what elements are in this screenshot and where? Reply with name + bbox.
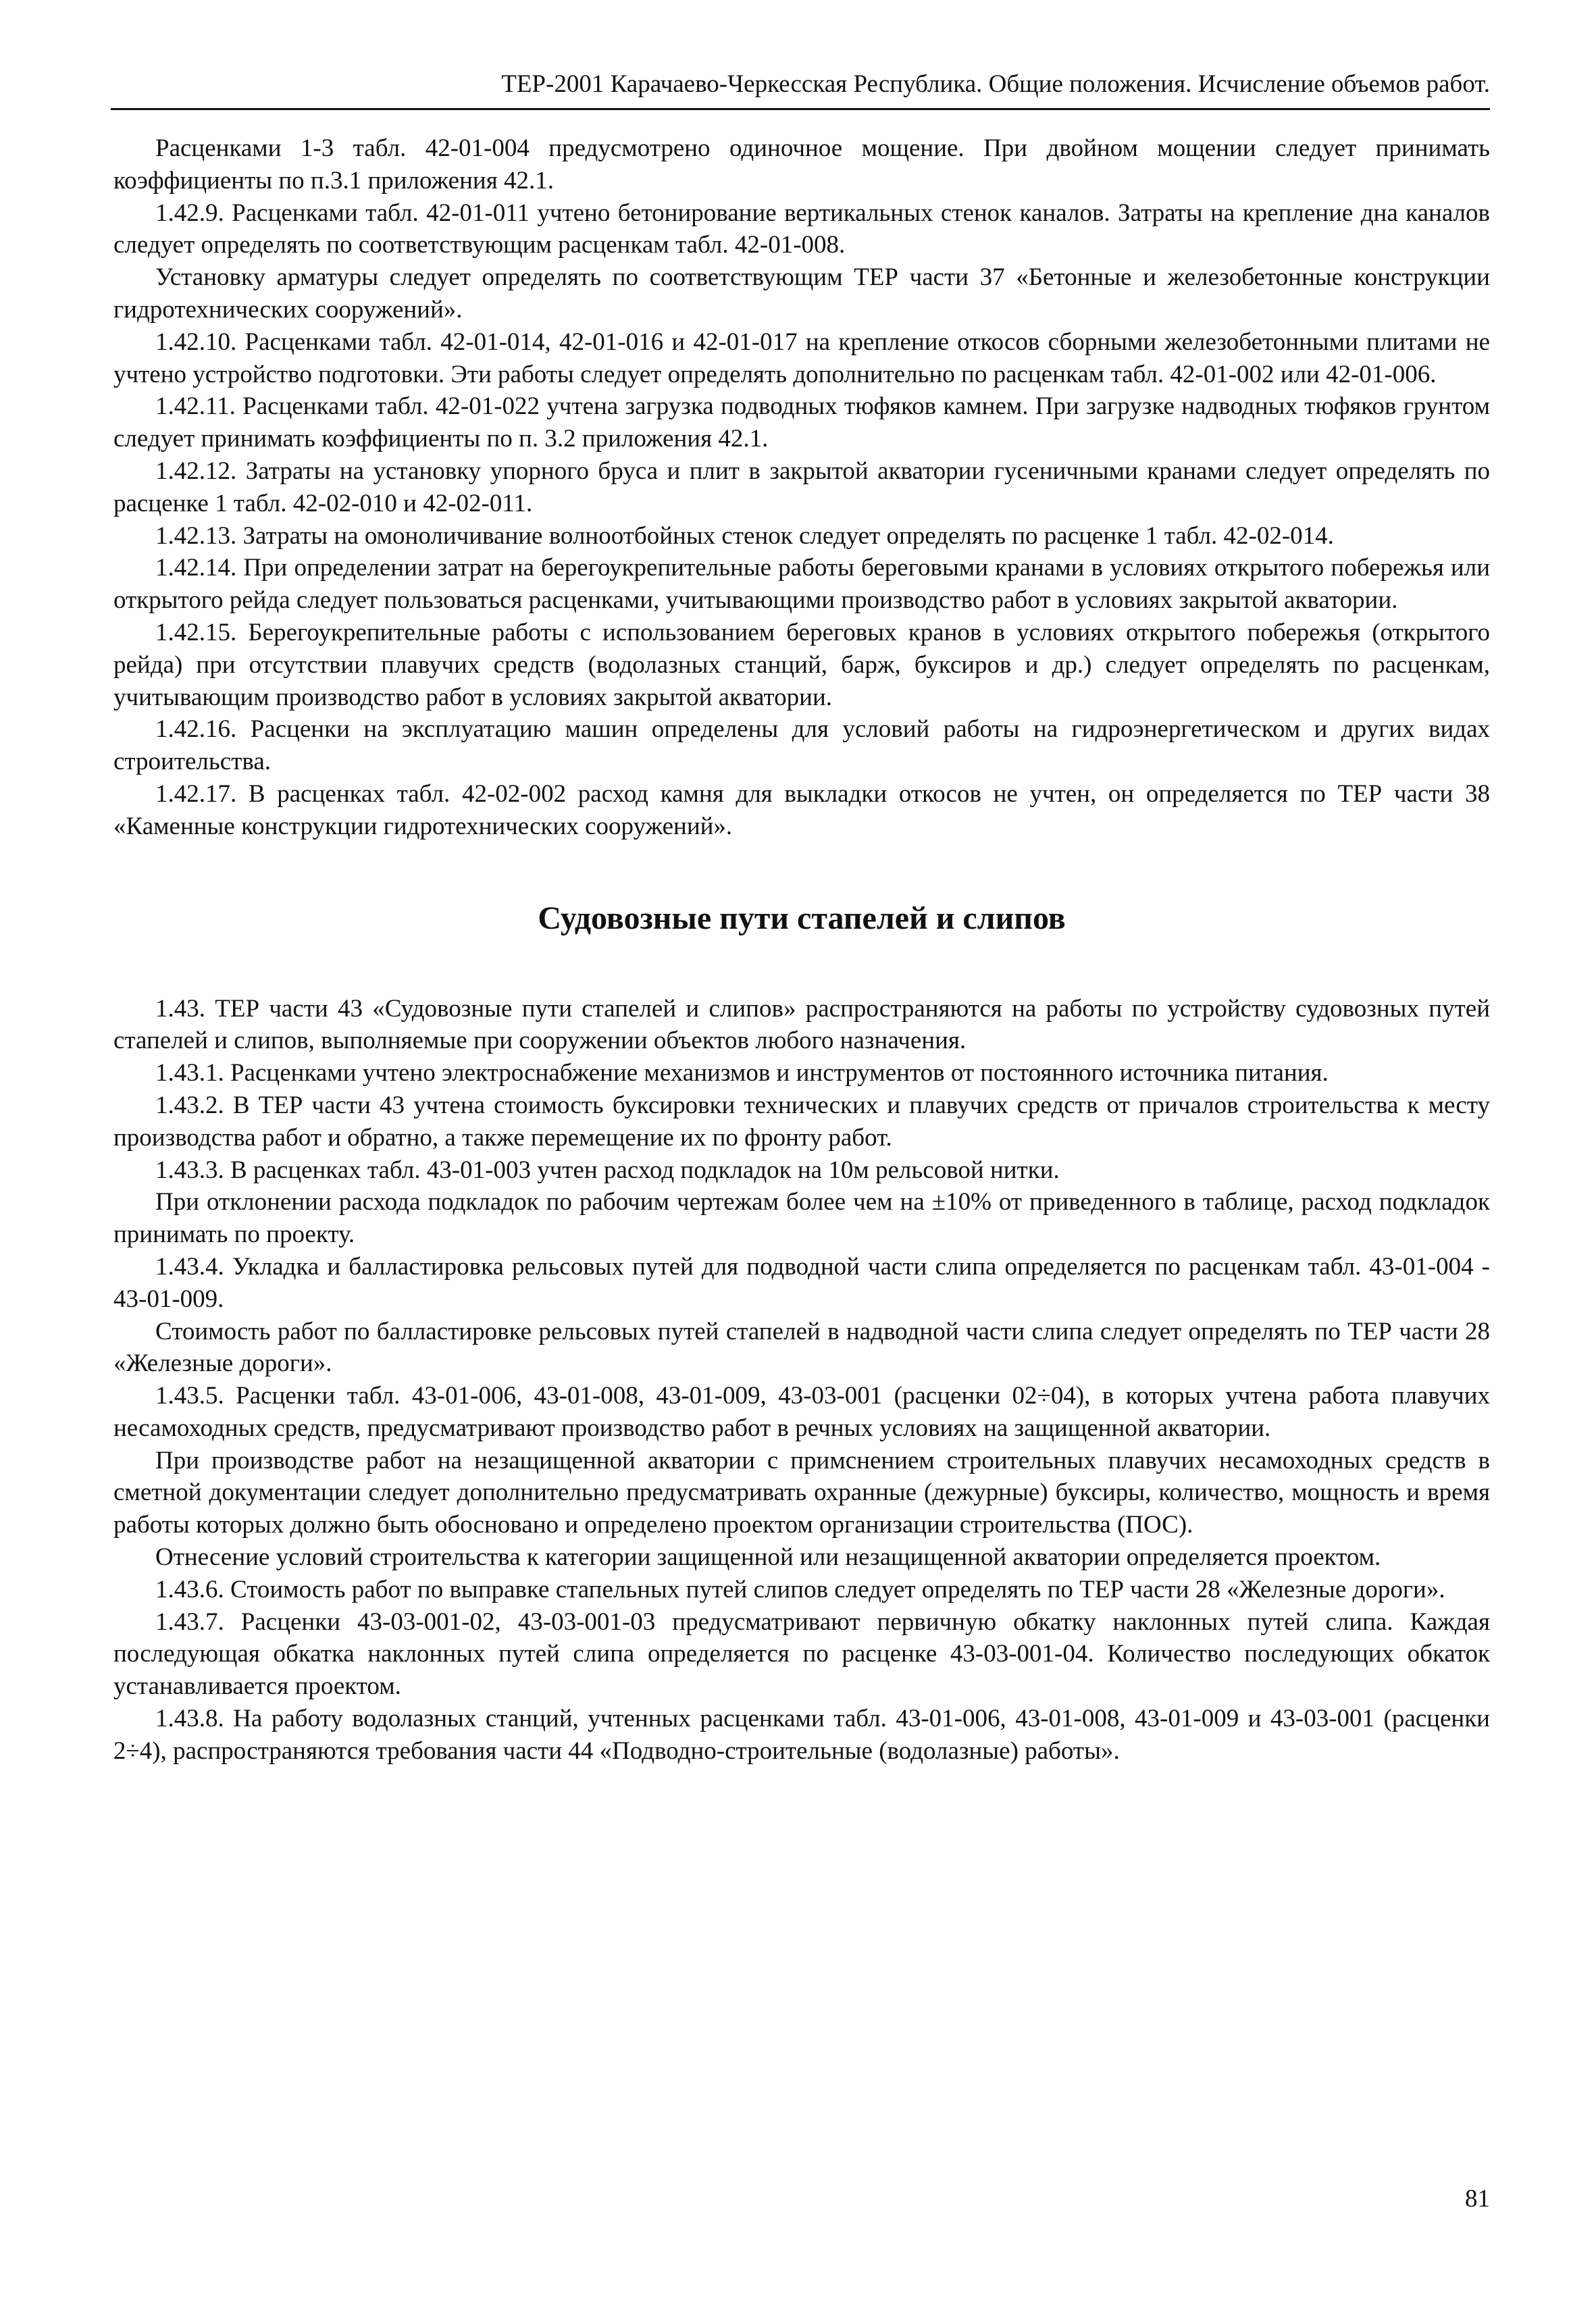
paragraph: 1.42.11. Расценками табл. 42-01-022 учтена загрузка подводных тюфяков камнем. При загрузке надводных тюфяков грунтом следует принимать коэффициенты по п. 3.2 приложения 42.1. xyxy=(113,392,1490,453)
paragraph: 1.42.12. Затраты на установку упорного бруса и плит в закрытой акватории гусеничными кранами следует определять по расценке 1 табл. 42-02-010 и 42-02-011. xyxy=(113,457,1490,517)
paragraph: 1.43.4. Укладка и балластировка рельсовых путей для подводной части слипа определяется по расценкам табл. 43-01-004 - 43-01-009. xyxy=(113,1252,1490,1313)
header-rule xyxy=(111,108,1490,110)
paragraph: 1.42.14. При определении затрат на берегоукрепительные работы береговыми кранами в условиях открытого побережья или открытого рейда следует пользоваться расценками, учитывающими производство работ в условиях закрытой акватории. xyxy=(113,554,1490,615)
paragraph: Расценками 1-3 табл. 42-01-004 предусмотрено одиночное мощение. При двойном мощении следует принимать коэффициенты по п.3.1 приложения 42.1. xyxy=(113,134,1490,195)
section-heading: Судовозные пути стапелей и слипов xyxy=(538,900,1066,936)
paragraph: 1.43.1. Расценками учтено электроснабжение механизмов и инструментов от постоянного источника питания. xyxy=(155,1059,1329,1087)
paragraph: Установку арматуры следует определять по соответствующим ТЕР части 37 «Бетонные и железобетонные конструкции гидротехнических сооружений». xyxy=(113,263,1490,324)
paragraph: 1.43.8. На работу водолазных станций, учтенных расценками табл. 43-01-006, 43-01-008, 43-01-009 и 43-03-001 (расценки 2÷4), распространяются требования части 44 «Подводно-строительные (водолазные) работы». xyxy=(113,1705,1490,1765)
document-body xyxy=(113,132,1490,1768)
paragraph: 1.42.15. Берегоукрепительные работы с использованием береговых кранов в условиях открытого побережья (открытого рейда) при отсутствии плавучих средств (водолазных станций, барж, буксиров и др.) следует определять по расценкам, учитывающим производство работ в условиях закрытой акватории. xyxy=(113,618,1490,711)
paragraph: 1.42.17. В расценках табл. 42-02-002 расход камня для выкладки откосов не учтен, он определяется по ТЕР части 38 «Каменные конструкции гидротехнических сооружений». xyxy=(113,779,1490,840)
paragraph: 1.43.7. Расценки 43-03-001-02, 43-03-001-03 предусматривают первичную обкатку наклонных путей слипа. Каждая последующая обкатка наклонных путей слипа определяется по расценке 43-03-001-04. Количество последующих обкаток устанавливается проектом. xyxy=(113,1608,1490,1701)
paragraph: 1.43.3. В расценках табл. 43-01-003 учтен расход подкладок на 10м рельсовой нитки. xyxy=(155,1156,1060,1184)
paragraph: При отклонении расхода подкладок по рабочим чертежам более чем на ±10% от приведенного в таблице, расход подкладок принимать по проекту. xyxy=(113,1188,1490,1249)
page-number: 81 xyxy=(1465,2185,1490,2213)
paragraph: 1.43.5. Расценки табл. 43-01-006, 43-01-008, 43-01-009, 43-03-001 (расценки 02÷04), в которых учтена работа плавучих несамоходных средств, предусматривают производство работ в речных условиях на защищенной акватории. xyxy=(113,1382,1490,1442)
paragraph: 1.43.2. В ТЕР части 43 учтена стоимость буксировки технических и плавучих средств от причалов строительства к месту производства работ и обратно, а также перемещение их по фронту работ. xyxy=(113,1091,1490,1152)
paragraph: При производстве работ на незащищенной акватории с примснением строительных плавучих несамоходных средств в сметной документации следует дополнительно предусматривать охранные (дежурные) буксиры, количество, мощность и время работы которых должно быть обосновано и определено проектом организации строительства (ПОС). xyxy=(113,1446,1490,1539)
paragraph: Стоимость работ по балластировке рельсовых путей стапелей в надводной части слипа следует определять по ТЕР части 28 «Железные дороги». xyxy=(113,1317,1490,1378)
paragraph: Отнесение условий строительства к категории защищенной или незащищенной акватории определяется проектом. xyxy=(155,1543,1381,1572)
paragraph: 1.43.6. Стоимость работ по выправке стапельных путей слипов следует определять по ТЕР части 28 «Железные дороги». xyxy=(155,1575,1445,1603)
paragraph: 1.42.13. Затраты на омоноличивание волноотбойных стенок следует определять по расценке 1 табл. 42-02-014. xyxy=(155,521,1334,550)
paragraph: 1.43. ТЕР части 43 «Судовозные пути стапелей и слипов» распространяются на работы по устройству судовозных путей стапелей и слипов, выполняемые при сооружении объектов любого назначения. xyxy=(113,994,1490,1055)
paragraph: 1.42.9. Расценками табл. 42-01-011 учтено бетонирование вертикальных стенок каналов. Затраты на крепление дна каналов следует определять по соответствующим расценкам табл. 42-01-008. xyxy=(113,199,1490,259)
paragraph: 1.42.16. Расценки на эксплуатацию машин определены для условий работы на гидроэнергетическом и других видах строительства. xyxy=(113,715,1490,776)
paragraph: 1.42.10. Расценками табл. 42-01-014, 42-01-016 и 42-01-017 на крепление откосов сборными железобетонными плитами не учтено устройство подготовки. Эти работы следует определять дополнительно по расценкам табл. 42-01-002 или 42-01-006. xyxy=(113,328,1490,388)
running-header: ТЕР-2001 Карачаево-Черкесская Республика. Общие положения. Исчисление объемов работ. xyxy=(501,70,1490,98)
